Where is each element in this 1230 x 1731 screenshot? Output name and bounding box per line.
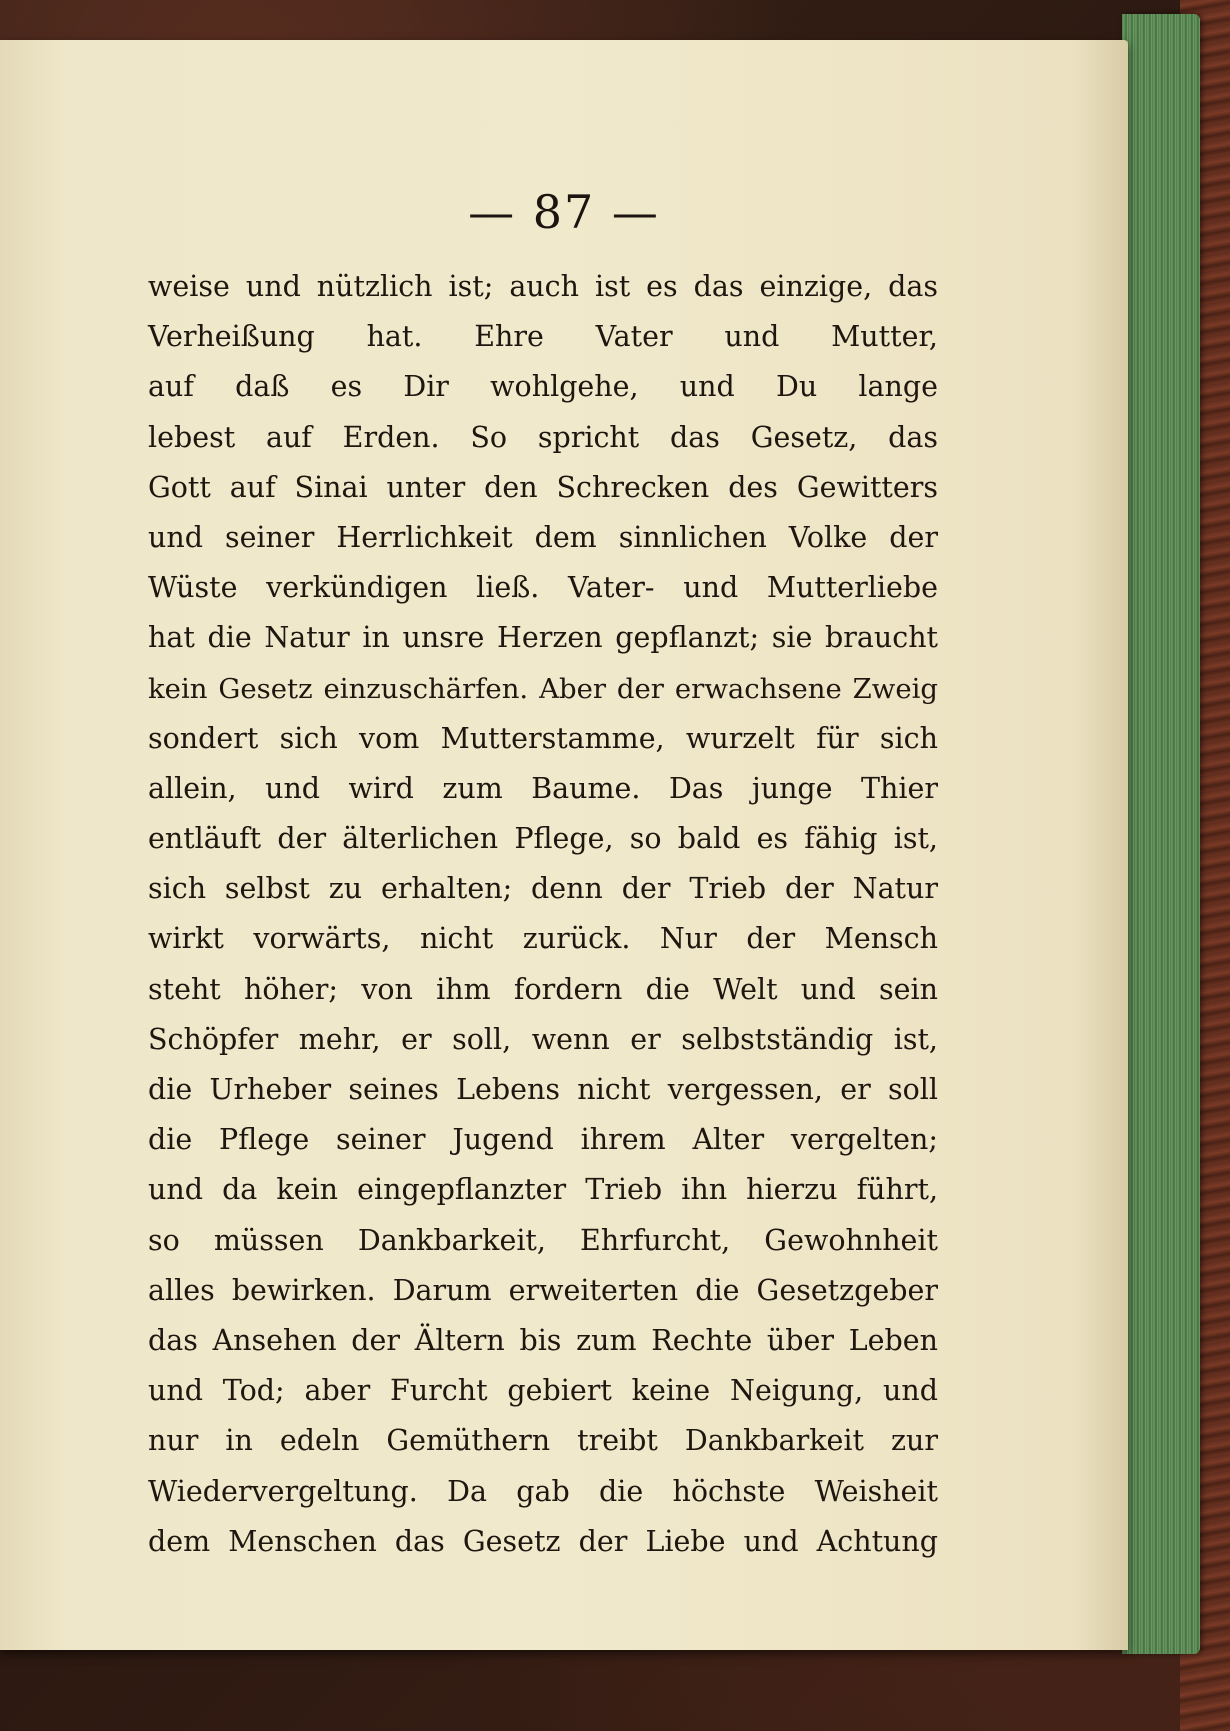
text-line: lebest auf Erden. So spricht das Gesetz, das — [148, 420, 938, 454]
text-line: kein Gesetz einzuschärfen. Aber der erwachsene Zweig — [148, 672, 938, 705]
text-line: Schöpfer mehr, er soll, wenn er selbstständig ist, — [148, 1022, 938, 1056]
text-line: entläuft der älterlichen Pflege, so bald es fähig ist, — [148, 822, 938, 856]
text-line: wirkt vorwärts, nicht zurück. Nur der Mensch — [148, 922, 938, 956]
text-line: allein, und wird zum Baume. Das junge Thier — [148, 771, 938, 805]
text-line: die Urheber seines Lebens nicht vergessen, er soll — [148, 1073, 938, 1106]
text-line: Wüste verkündigen ließ. Vater- und Mutterliebe — [148, 571, 938, 605]
text-line: das Ansehen der Ältern bis zum Rechte über Leben — [148, 1323, 938, 1357]
text-line: und Tod; aber Furcht gebiert keine Neigung, und — [148, 1374, 938, 1408]
text-line: weise und nützlich ist; auch ist es das einzige, das — [148, 270, 938, 303]
page-number: — 87 — — [468, 185, 660, 239]
text-line: dem Menschen das Gesetz der Liebe und Achtung — [148, 1524, 938, 1558]
text-line: sich selbst zu erhalten; denn der Trieb der Natur — [148, 872, 938, 906]
book-page — [0, 40, 1128, 1650]
text-line: auf daß es Dir wohlgehe, und Du lange — [148, 370, 938, 404]
text-line: Wiedervergeltung. Da gab die höchste Weisheit — [148, 1474, 938, 1508]
page-edges — [1122, 14, 1200, 1654]
text-line: nur in edeln Gemüthern treibt Dankbarkeit zur — [148, 1424, 938, 1458]
text-line: steht höher; von ihm fordern die Welt und sein — [148, 972, 938, 1006]
text-line: und da kein eingepflanzter Trieb ihn hierzu führt, — [148, 1173, 938, 1207]
text-line: alles bewirken. Darum erweiterten die Gesetzgeber — [148, 1273, 938, 1307]
text-line: Verheißung hat. Ehre Vater und Mutter, — [148, 320, 938, 354]
text-line: und seiner Herrlichkeit dem sinnlichen Volke der — [148, 520, 938, 554]
text-line: Gott auf Sinai unter den Schrecken des Gewitters — [148, 470, 938, 504]
text-line: die Pflege seiner Jugend ihrem Alter vergelten; — [148, 1123, 938, 1157]
body-text — [148, 262, 938, 1567]
text-line: hat die Natur in unsre Herzen gepflanzt; sie braucht — [148, 621, 938, 655]
text-line: so müssen Dankbarkeit, Ehrfurcht, Gewohnheit — [148, 1223, 938, 1257]
text-line: sondert sich vom Mutterstamme, wurzelt für sich — [148, 721, 938, 755]
